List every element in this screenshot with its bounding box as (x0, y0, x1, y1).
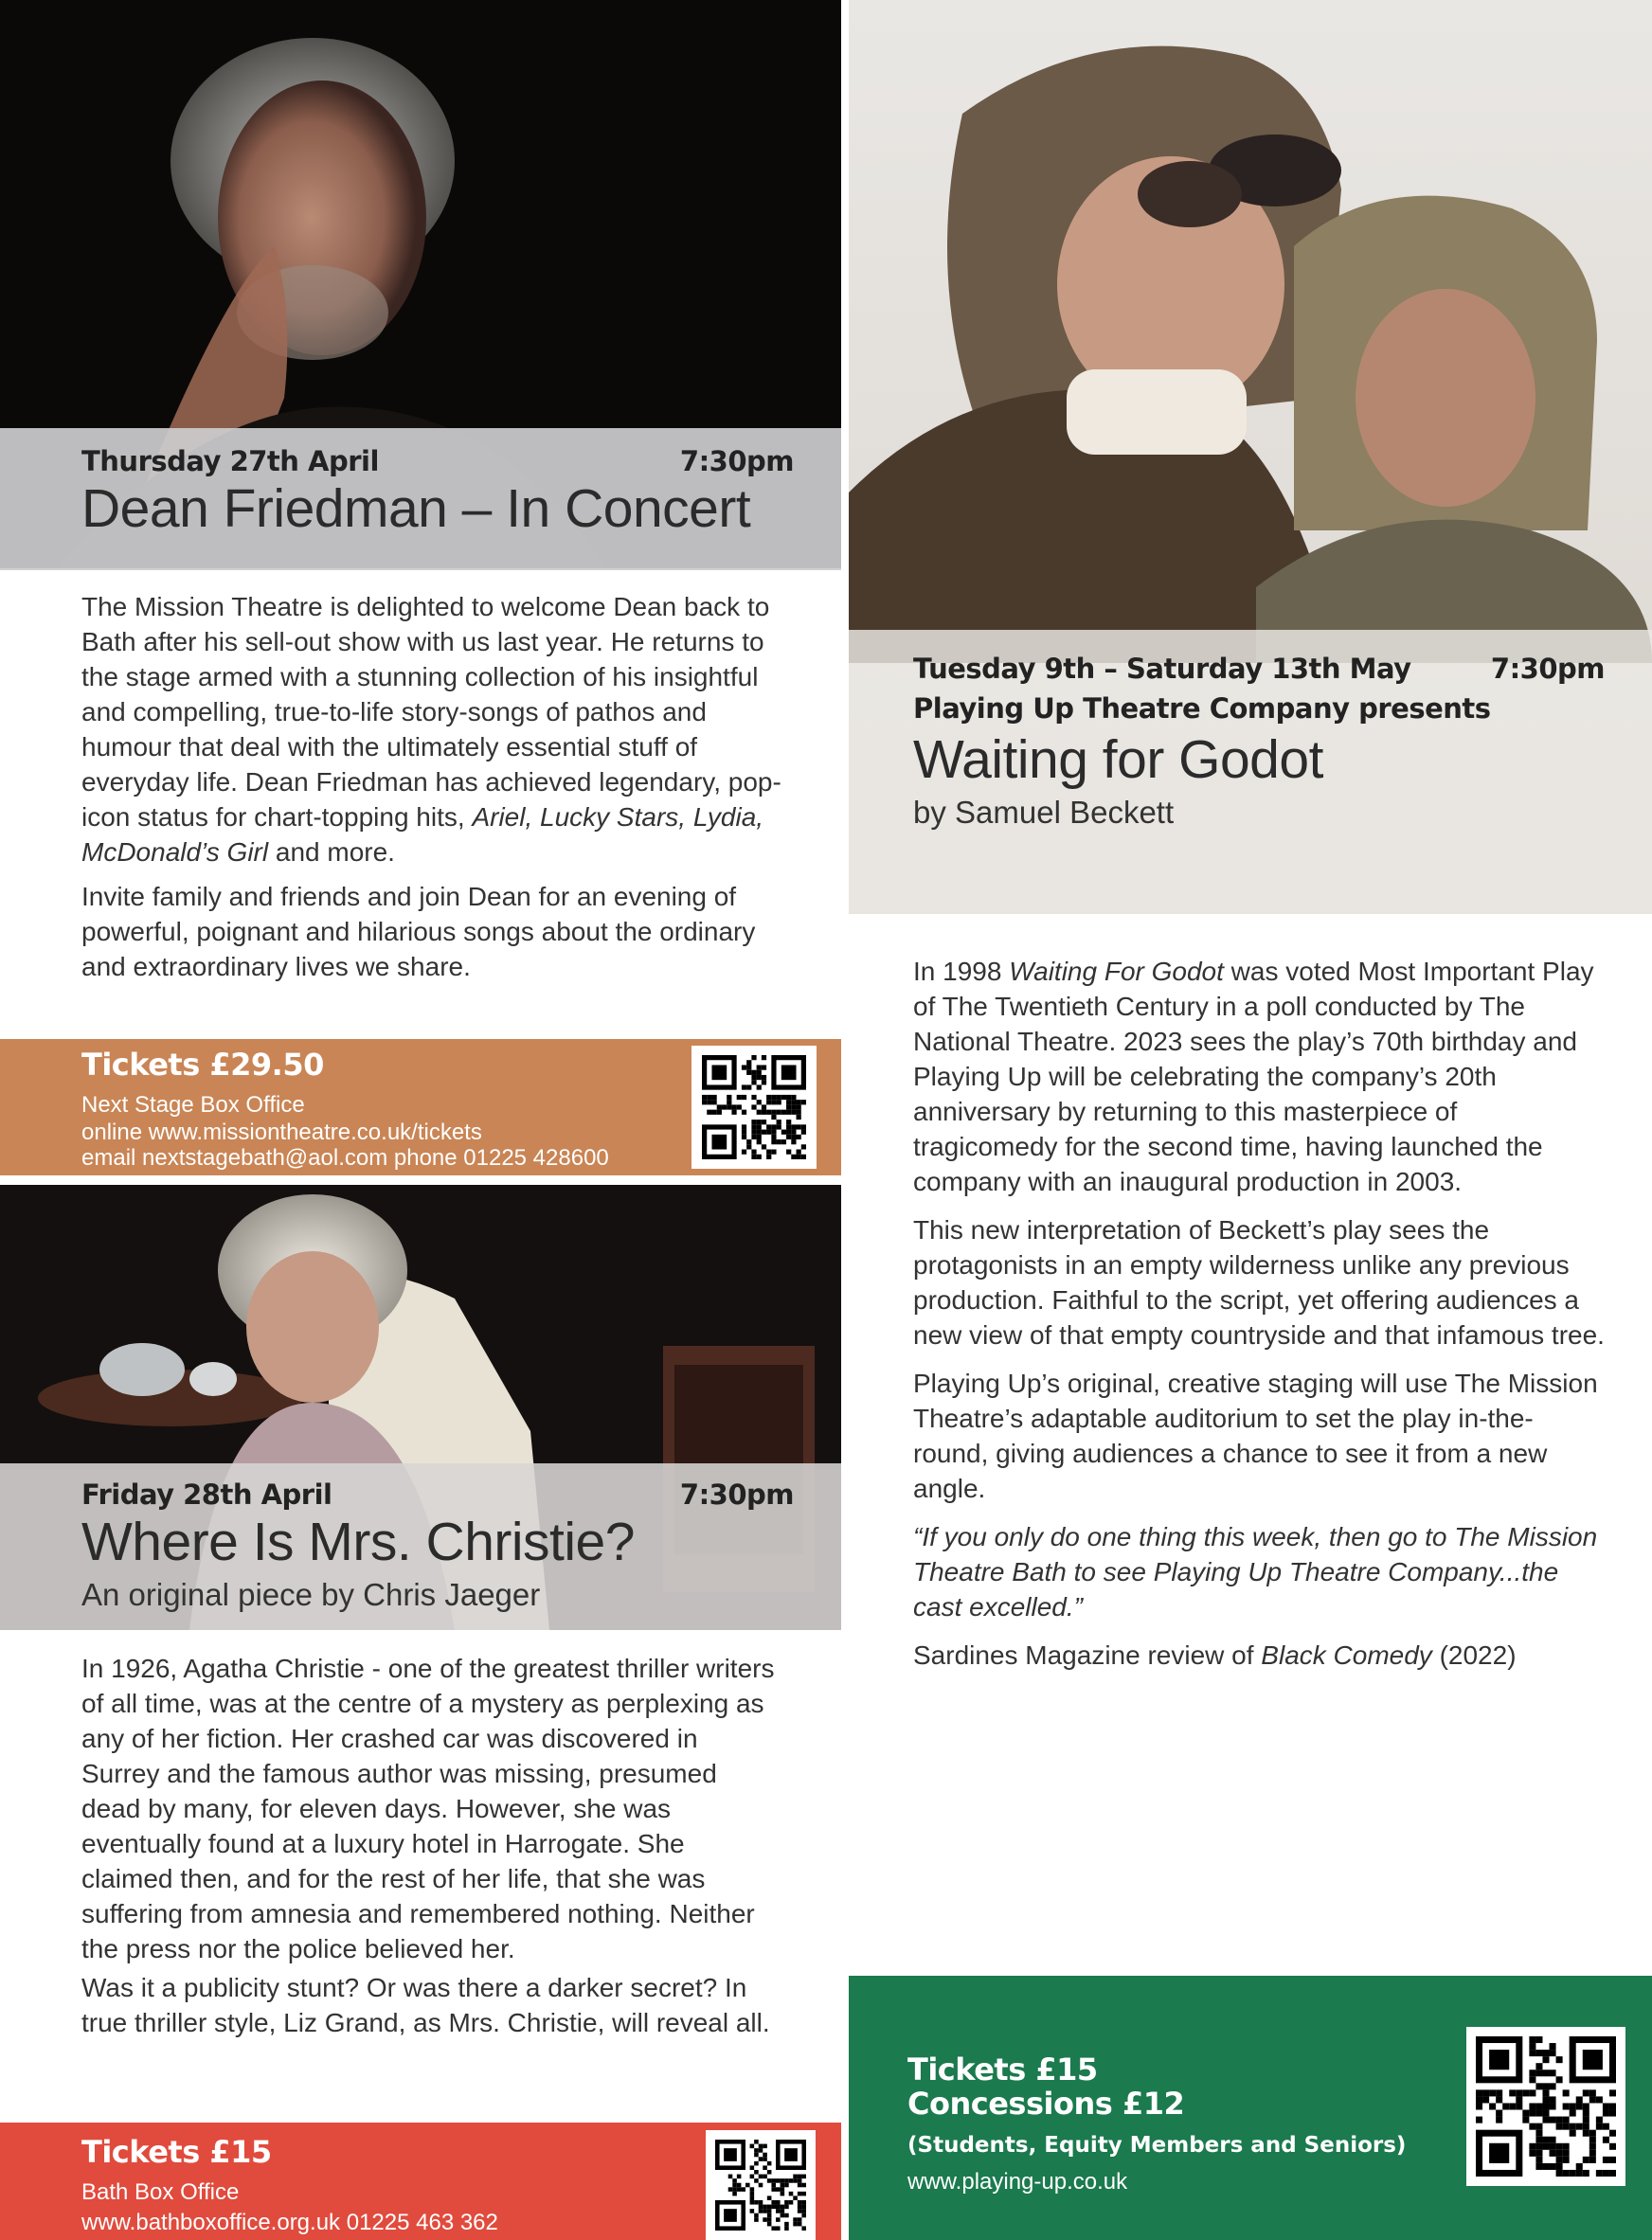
dean-title: Dean Friedman – In Concert (81, 478, 751, 539)
dean-paragraph-2: Invite family and friends and join Dean for an evening of powerful, poignant and hilarious songs about the ordinary and extraordinary lives we share. (81, 882, 756, 981)
christie-title-band (0, 1463, 841, 1630)
right-column (849, 0, 1652, 2240)
godot-title-band (849, 630, 1652, 914)
dean-title-band (0, 428, 841, 570)
dean-tickets-box (0, 1039, 841, 1175)
godot-title: Waiting for Godot (913, 729, 1323, 790)
godot-description (913, 954, 1605, 1682)
godot-review-quote: “If you only do one thing this week, then go to The Mission Theatre Bath to see Playing Up Theatre Company...the cast excelled.” (913, 1522, 1598, 1622)
dean-qr-code[interactable] (691, 1046, 817, 1169)
dean-box-office: Next Stage Box Office (81, 1092, 305, 1118)
dean-songs: Ariel, Lucky Stars, Lydia, McDonald’s Girl (81, 802, 764, 867)
christie-title: Where Is Mrs. Christie? (81, 1512, 635, 1572)
dean-description (81, 589, 782, 994)
godot-subtitle: by Samuel Beckett (913, 795, 1175, 830)
godot-review-source: Sardines Magazine review of Black Comedy (2022) (913, 1640, 1517, 1670)
godot-ticket-price: Tickets £15 (907, 2052, 1098, 2088)
dean-online-link[interactable]: online www.missiontheatre.co.uk/tickets (81, 1120, 482, 1145)
dean-ticket-price: Tickets £29.50 (81, 1047, 324, 1083)
christie-date: Friday 28th April (81, 1478, 332, 1511)
christie-paragraph-1: In 1926, Agatha Christie - one of the greatest thriller writers of all time, was at the centre of a mystery as perplexing as any of her fiction. Her crashed car was discovered in Surrey and the famous author was missing, presumed dead by many, for eleven days. However, she was eventually found at a luxury hotel in Harrogate. She claimed then, and for the rest of her life, that she was suffering from amnesia and remembered nothing. Neither the press nor the police believed her. (81, 1654, 775, 1963)
dean-time: 7:30pm (679, 445, 794, 477)
christie-box-office: Bath Box Office (81, 2179, 240, 2205)
dean-contact: email nextstagebath@aol.com phone 01225 428600 (81, 1145, 609, 1171)
godot-time: 7:30pm (1490, 653, 1605, 685)
godot-tickets-box (849, 1976, 1652, 2240)
dean-date: Thursday 27th April (81, 445, 379, 477)
christie-contact[interactable]: www.bathboxoffice.org.uk 01225 463 362 (81, 2210, 498, 2235)
godot-concessions: Concessions £12 (907, 2086, 1185, 2122)
christie-paragraph-2: Was it a publicity stunt? Or was there a darker secret? In true thriller style, Liz Grand, as Mrs. Christie, will reveal all. (81, 1973, 770, 2037)
christie-qr-code[interactable] (706, 2130, 816, 2240)
godot-paragraph-3: Playing Up’s original, creative staging will use The Mission Theatre’s adaptable auditorium to set the play in-the-round, giving audiences a chance to see it from a new angle. (913, 1369, 1598, 1503)
godot-presenter: Playing Up Theatre Company presents (913, 692, 1491, 725)
christie-subtitle: An original piece by Chris Jaeger (81, 1577, 541, 1612)
godot-paragraph-2: This new interpretation of Beckett’s play sees the protagonists in an empty wilderness unlike any previous production. Faithful to the script, yet offering audiences a new view of that empty countryside and that infamous tree. (913, 1215, 1605, 1350)
christie-tickets-box (0, 2123, 841, 2240)
godot-review-play: Black Comedy (1261, 1640, 1432, 1670)
godot-paragraph-1: In 1998 Waiting For Godot was voted Most Important Play of The Twentieth Century in a poll conducted by The National Theatre. 2023 sees the play’s 70th birthday and Playing Up will be celebrating the company’s 20th anniversary by returning to this masterpiece of tragicomedy for the second time, having launched the company with an inaugural production in 2003. (913, 957, 1594, 1196)
godot-website[interactable]: www.playing-up.co.uk (907, 2169, 1128, 2195)
godot-concessions-note: (Students, Equity Members and Seniors) (907, 2133, 1407, 2158)
dean-paragraph-1: The Mission Theatre is delighted to welcome Dean back to Bath after his sell-out show with us last year. He returns to the stage armed with a stunning collection of his insightful and compelling, true-to-life story-songs of pathos and humour that deal with the ultimately essential stuff of everyday life. Dean Friedman has achieved legendary, pop-icon status for chart-topping hits, Ariel, Lucky Stars, Lydia, McDonald’s Girl and more. (81, 592, 781, 867)
godot-qr-code[interactable] (1466, 2027, 1625, 2186)
godot-date: Tuesday 9th – Saturday 13th May (913, 653, 1411, 685)
christie-ticket-price: Tickets £15 (81, 2134, 272, 2170)
godot-play-name: Waiting For Godot (1009, 957, 1224, 986)
christie-description (81, 1651, 782, 2050)
christie-time: 7:30pm (679, 1478, 794, 1511)
